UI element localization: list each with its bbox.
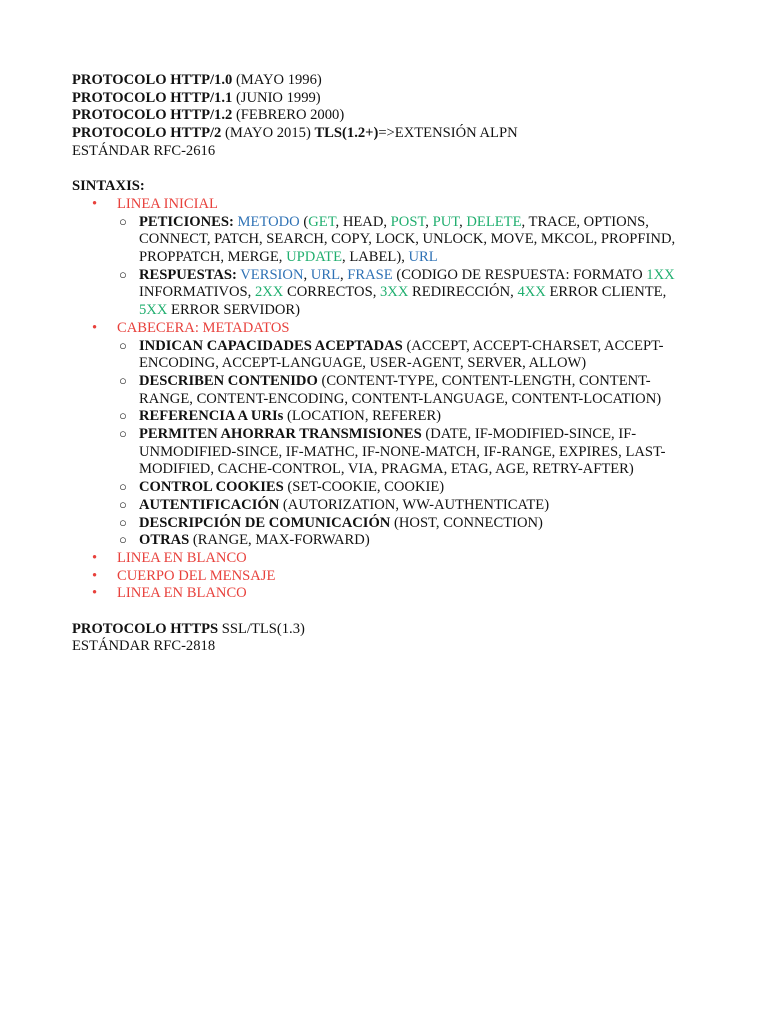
transmisiones-label: PERMITEN AHORRAR TRANSMISIONES bbox=[139, 426, 422, 443]
transmisiones-line-3: MODIFIED, CACHE-CONTROL, VIA, PRAGMA, ETAG, AGE, RETRY-AFTER) bbox=[139, 461, 634, 478]
capacidades-line-1 bbox=[139, 338, 702, 356]
list-item-linea-blanco-2 bbox=[72, 585, 702, 603]
text: (SET-COOKIE, COOKIE) bbox=[283, 479, 445, 496]
circle-bullet-icon: ○ bbox=[119, 408, 127, 424]
text: CORRECTOS, bbox=[283, 284, 380, 301]
text: REDIRECCIÓN, bbox=[408, 284, 518, 301]
url-term: URL bbox=[408, 249, 438, 266]
text: (CONTENT-TYPE, CONTENT-LENGTH, CONTENT- bbox=[317, 372, 651, 389]
cookies-label: CONTROL COOKIES bbox=[139, 479, 284, 496]
bullet-icon: • bbox=[92, 585, 98, 602]
text: , LABEL), bbox=[342, 249, 409, 266]
comunicacion-line-1 bbox=[139, 515, 702, 533]
comunicacion-label: DESCRIPCIÓN DE COMUNICACIÓN bbox=[139, 514, 391, 531]
list-item-cuerpo bbox=[72, 568, 702, 586]
text: (DATE, IF-MODIFIED-SINCE, IF- bbox=[421, 426, 637, 443]
http11-title: PROTOCOLO HTTP/1.1 bbox=[72, 89, 233, 106]
otras-line-1 bbox=[139, 532, 702, 550]
list-item-linea-blanco-1 bbox=[72, 550, 702, 568]
text: (LOCATION, REFERER) bbox=[283, 408, 442, 425]
sintaxis-heading bbox=[72, 178, 702, 196]
https-title: PROTOCOLO HTTPS bbox=[72, 620, 219, 637]
text: ERROR CLIENTE, bbox=[545, 284, 667, 301]
rfc2818-line: ESTÁNDAR RFC-2818 bbox=[72, 638, 216, 655]
sublist-item-capacidades bbox=[117, 338, 702, 373]
alpn-text: =>EXTENSIÓN ALPN bbox=[378, 125, 518, 142]
peticiones-line-1 bbox=[139, 214, 702, 232]
http12-line bbox=[72, 107, 702, 125]
https-line bbox=[72, 621, 702, 639]
sublist-item-transmisiones bbox=[117, 426, 702, 479]
code-5xx: 5XX bbox=[139, 302, 168, 319]
cabecera-sublist bbox=[117, 338, 702, 550]
autentificacion-line-1 bbox=[139, 497, 702, 515]
circle-bullet-icon: ○ bbox=[119, 514, 127, 530]
code-4xx: 4XX bbox=[517, 284, 546, 301]
text: (AUTORIZATION, WW-AUTHENTICATE) bbox=[279, 496, 550, 513]
peticiones-line-3 bbox=[139, 249, 702, 267]
update-term: UPDATE bbox=[286, 249, 343, 266]
cabecera-label: CABECERA: METADATOS bbox=[117, 319, 290, 336]
put-term: PUT bbox=[432, 213, 460, 230]
linea-blanco-label: LINEA EN BLANCO bbox=[117, 585, 247, 602]
respuestas-line-1 bbox=[139, 267, 702, 285]
post-term: POST bbox=[390, 213, 426, 230]
code-2xx: 2XX bbox=[254, 284, 284, 301]
tls-label: TLS(1.2+) bbox=[314, 125, 379, 142]
respuestas-line-2 bbox=[139, 284, 702, 302]
document-body bbox=[72, 72, 702, 656]
version-term: VERSION bbox=[240, 266, 304, 283]
text: PROPPATCH, MERGE, bbox=[139, 249, 287, 266]
bullet-icon: • bbox=[92, 319, 98, 336]
respuestas-line-3 bbox=[139, 302, 702, 320]
rfc2616-line: ESTÁNDAR RFC-2616 bbox=[72, 142, 216, 159]
text: , HEAD, bbox=[335, 213, 391, 230]
text: , TRACE, OPTIONS, bbox=[521, 213, 649, 230]
circle-bullet-icon: ○ bbox=[119, 213, 127, 229]
text: , bbox=[459, 213, 467, 230]
http10-line bbox=[72, 72, 702, 90]
circle-bullet-icon: ○ bbox=[119, 372, 127, 388]
http12-title: PROTOCOLO HTTP/1.2 bbox=[72, 107, 233, 124]
text: (HOST, CONNECTION) bbox=[390, 514, 543, 531]
circle-bullet-icon: ○ bbox=[119, 496, 127, 512]
text: , bbox=[303, 266, 311, 283]
text: INFORMATIVOS, bbox=[139, 284, 255, 301]
circle-bullet-icon: ○ bbox=[119, 532, 127, 548]
circle-bullet-icon: ○ bbox=[119, 479, 127, 495]
http11-date: (JUNIO 1999) bbox=[232, 89, 321, 106]
url-term: URL bbox=[310, 266, 340, 283]
sublist-item-comunicacion bbox=[117, 515, 702, 533]
transmisiones-line-2: UNMODIFIED-SINCE, IF-MATHC, IF-NONE-MATCH, IF-RANGE, EXPIRES, LAST- bbox=[139, 443, 666, 460]
cuerpo-label: CUERPO DEL MENSAJE bbox=[117, 567, 276, 584]
text: ERROR SERVIDOR) bbox=[167, 302, 301, 319]
contenido-line-2: RANGE, CONTENT-ENCODING, CONTENT-LANGUAGE, CONTENT-LOCATION) bbox=[139, 390, 662, 407]
bullet-icon: • bbox=[92, 195, 98, 212]
bullet-icon: • bbox=[92, 567, 98, 584]
text: , bbox=[425, 213, 433, 230]
capacidades-line-2: ENCODING, ACCEPT-LANGUAGE, USER-AGENT, SERVER, ALLOW) bbox=[139, 355, 587, 372]
cookies-line-1 bbox=[139, 479, 702, 497]
text: ( bbox=[299, 213, 309, 230]
metodo-term: METODO bbox=[237, 213, 300, 230]
sublist-item-contenido bbox=[117, 373, 702, 408]
spacer bbox=[72, 603, 702, 621]
text: , bbox=[339, 266, 348, 283]
get-term: GET bbox=[308, 213, 336, 230]
code-1xx: 1XX bbox=[646, 266, 675, 283]
circle-bullet-icon: ○ bbox=[119, 266, 127, 282]
code-3xx: 3XX bbox=[380, 284, 409, 301]
http2-date: (MAYO 2015) bbox=[221, 125, 315, 142]
capacidades-label: INDICAN CAPACIDADES ACEPTADAS bbox=[139, 337, 403, 354]
text: (ACCEPT, ACCEPT-CHARSET, ACCEPT- bbox=[402, 337, 664, 354]
bullet-icon: • bbox=[92, 549, 98, 566]
contenido-line-1 bbox=[139, 373, 702, 391]
text: (RANGE, MAX-FORWARD) bbox=[189, 532, 370, 549]
linea-inicial-label: LINEA INICIAL bbox=[117, 195, 218, 212]
sublist-item-cookies bbox=[117, 479, 702, 497]
http10-date: (MAYO 1996) bbox=[232, 72, 322, 88]
http2-line bbox=[72, 125, 702, 143]
autentificacion-label: AUTENTIFICACIÓN bbox=[139, 496, 280, 513]
circle-bullet-icon: ○ bbox=[119, 426, 127, 442]
sublist-item-peticiones bbox=[117, 214, 702, 267]
otras-label: OTRAS bbox=[139, 532, 190, 549]
spacer bbox=[72, 161, 702, 179]
http11-line bbox=[72, 90, 702, 108]
referencia-line-1 bbox=[139, 408, 702, 426]
list-item-linea-inicial bbox=[72, 196, 702, 320]
sintaxis-list bbox=[72, 196, 702, 603]
sintaxis-title: SINTAXIS: bbox=[72, 178, 145, 195]
peticiones-line-2: CONNECT, PATCH, SEARCH, COPY, LOCK, UNLOCK, MOVE, MKCOL, PROPFIND, bbox=[139, 231, 676, 248]
delete-term: DELETE bbox=[466, 213, 522, 230]
referencia-label: REFERENCIA A URIs bbox=[139, 408, 284, 425]
http10-title: PROTOCOLO HTTP/1.0 bbox=[72, 72, 233, 88]
linea-inicial-sublist bbox=[117, 214, 702, 320]
sublist-item-otras bbox=[117, 532, 702, 550]
text: (CODIGO DE RESPUESTA: FORMATO bbox=[392, 266, 647, 283]
transmisiones-line-1 bbox=[139, 426, 702, 444]
contenido-label: DESCRIBEN CONTENIDO bbox=[139, 372, 318, 389]
frase-term: FRASE bbox=[347, 266, 393, 283]
http12-date: (FEBRERO 2000) bbox=[232, 107, 345, 124]
sublist-item-referencia bbox=[117, 408, 702, 426]
http2-title: PROTOCOLO HTTP/2 bbox=[72, 125, 222, 142]
peticiones-label: PETICIONES: bbox=[139, 213, 234, 230]
respuestas-label: RESPUESTAS: bbox=[139, 266, 237, 283]
https-tls: SSL/TLS(1.3) bbox=[218, 620, 305, 637]
circle-bullet-icon: ○ bbox=[119, 337, 127, 353]
sublist-item-autentificacion bbox=[117, 497, 702, 515]
sublist-item-respuestas bbox=[117, 267, 702, 320]
list-item-cabecera bbox=[72, 320, 702, 550]
linea-blanco-label: LINEA EN BLANCO bbox=[117, 549, 247, 566]
